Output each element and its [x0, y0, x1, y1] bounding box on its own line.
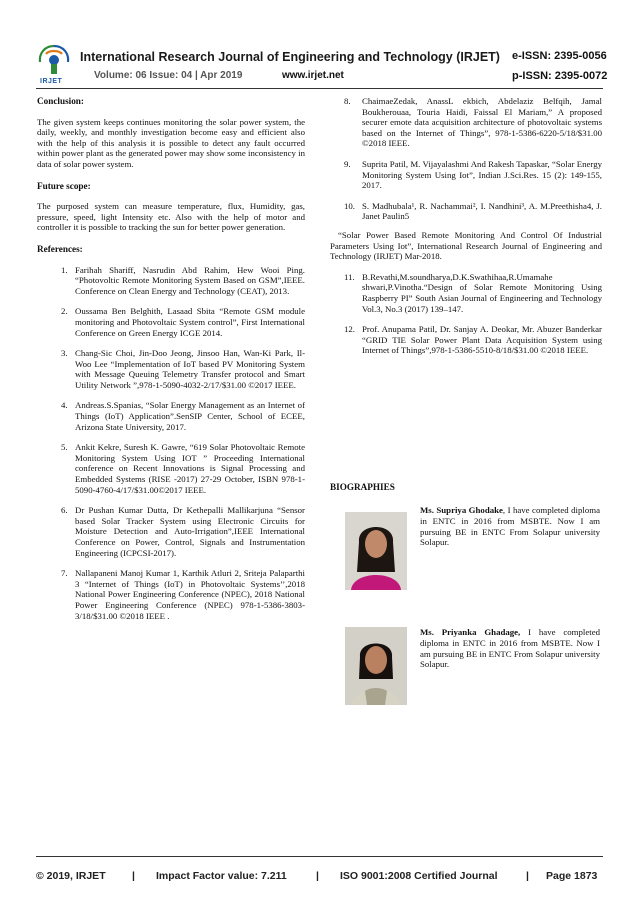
footer-divider [36, 856, 603, 857]
reference-item [61, 568, 305, 621]
reference-item [344, 324, 602, 356]
volume-issue: Volume: 06 Issue: 04 | Apr 2019 [94, 70, 243, 81]
page-header [0, 0, 638, 92]
reference-text: ChaimaeZedak, AnassL ekbich, Abdelaziz Belfqih, Jamal Boukherouaa, Touria Haidi, Faissal El Mariam,” A proposed securer emote data acquisition architecture of photovoltaic systems based on the Internet of Things”, 978-1-5386-6220-5/18/$31.00 ©2018 IEEE. [362, 96, 602, 149]
footer-impact-factor: Impact Factor value: 7.211 [156, 870, 287, 882]
footer-separator: | [526, 870, 529, 882]
author-photo-2 [345, 627, 407, 705]
reference-item [61, 306, 305, 338]
reference-text: Chang-Sic Choi, Jin-Doo Jeong, Jinsoo Han, Wan-Ki Park, Il-Woo Lee “Implementation of IoT based PV Monitoring System with Message Queuing Telemetry Transfer protocol and Smart Utility Network ”,978-1-5090-4032-2/17/$31.00 ©2017 IEEE. [75, 348, 305, 390]
reference-number: 6. [61, 505, 68, 516]
future-scope-text: The purposed system can measure temperature, flux, Humidity, gas, pressure, speed, light Intensity etc. Also with the help of motor and controller it is possible to tracking the sun for better power generation. [37, 201, 305, 233]
pissn: p-ISSN: 2395-0072 [512, 70, 608, 82]
person-photo-icon [345, 627, 407, 705]
journal-website[interactable]: www.irjet.net [282, 70, 344, 81]
irjet-logo-icon [34, 40, 74, 80]
reference-text: Farihah Shariff, Nasrudin Abd Rahim, Hew Wooi Ping. “Photovoltic Remote Monitoring System Based on GSM”,IEEE. Conference on Clean Energy and Technology (CEAT), 2013. [75, 264, 305, 296]
future-scope-heading: Future scope: [37, 180, 91, 191]
logo-text: IRJET [40, 78, 63, 85]
reference-10-continuation: “Solar Power Based Remote Monitoring And Control Of Industrial Parameters Using Iot”, International Research Journal of Engineering and Technology (IRJET) Mar-2018. [330, 229, 602, 262]
reference-number: 8. [344, 96, 351, 106]
author-photo-1 [345, 512, 407, 590]
reference-text: Dr Pushan Kumar Dutta, Dr Kethepalli Mallikarjuna “Sensor based Solar Tracker System using Electronic Circuits for Moisture Detection and Auto-Irrigation”,IEEE International Conference on Power, Control, Signals and Instrumentation Engineering (ICPCSI-2017). [75, 505, 305, 558]
footer-copyright: © 2019, IRJET [36, 870, 106, 882]
reference-item [61, 265, 305, 297]
header-divider [36, 88, 603, 89]
right-column [330, 96, 602, 356]
reference-item [344, 159, 602, 191]
reference-number: 9. [344, 158, 351, 169]
reference-text: B.Revathi,M.soundharya,D.K.Swathihaa,R.Umamahe shwari,P.Vinotha.“Design of Solar Remote Monitoring Using Raspberry PI” South Asian Journal of Engineering and Technology Vol.3, No.3 (2017) 139–147. [362, 271, 602, 314]
reference-number: 7. [61, 568, 68, 579]
reference-number: 11. [344, 271, 355, 282]
reference-text: Prof. Anupama Patil, Dr. Sanjay A. Deokar, Mr. Abuzer Banderkar “GRID TIE Solar Power Plant Data Acquisition System using Internet of Things”,978-1-5386-5510-8/18/$31.00 ©2018 IEEE. [362, 324, 602, 356]
bio-2 [420, 627, 600, 670]
bio-1 [420, 505, 600, 548]
reference-text: Ankit Kekre, Suresh K. Gawre, “619 Solar Photovoltaic Remote Monitoring System Using IOT ” Proceeding International conference on Recent Innovations is Signal Processing and Embedded Systems (RISE -2017) 27-29 October, ISBN 978-1-5090-4760-4/17/$31.00©2017 IEEE. [75, 442, 305, 495]
reference-number: 3. [61, 348, 68, 359]
bio-description: I have completed diploma in ENTC in 2016 from MSBTE. Now I am pursuing BE in ENTC From Solapur university Solapur. [420, 627, 600, 670]
reference-text: Oussama Ben Belghith, Lasaad Sbita “Remote GSM module monitoring and Photovoltaic System control”, First International Conference on Green Energy ICGE 2014. [75, 306, 305, 338]
reference-text: Nallapaneni Manoj Kumar 1, Karthik Atluri 2, Sriteja Palaparthi 3 “Internet of Things (IoT) in Photovoltaic Systems’’,2018 National Power Engineering Conference (NPEC), 2018 National Power Engineering Conference (NPEC) 978-1-5386-3803-3/18/$31.00 ©2018 IEEE . [75, 568, 305, 621]
reference-number: 1. [61, 264, 68, 275]
bio-description: , I have completed diploma in ENTC in 2016 from MSBTE. Now I am pursuing BE in ENTC From Solapur university Solapur. [420, 505, 600, 548]
footer-separator: | [132, 870, 135, 882]
reference-item [61, 442, 305, 495]
reference-item [61, 348, 305, 390]
biographies-heading: BIOGRAPHIES [330, 482, 395, 492]
reference-item [61, 400, 305, 432]
reference-number: 2. [61, 306, 68, 317]
bio-name: Ms. Priyanka Ghadage, [420, 627, 521, 637]
reference-number: 4. [61, 400, 68, 411]
reference-item [344, 201, 602, 222]
reference-text: Suprita Patil, M. Vijayalashmi And Rakesh Tapaskar, “Solar Energy Monitoring System Using Iot”, Indian J.Sci.Res. 15 (2): 149-155, 2017. [362, 158, 602, 191]
reference-text: Andreas.S.Spanias, “Solar Energy Management as an Internet of Things (IoT) Application”.SenSIP Center, School of ECEE, Arizona State University, 2017. [75, 400, 305, 432]
reference-list-right-2 [330, 272, 602, 356]
reference-item [344, 272, 602, 314]
reference-list-right [330, 96, 602, 222]
conclusion-heading: Conclusion: [37, 96, 84, 106]
reference-item [344, 96, 602, 149]
reference-text: S. Madhubala¹, R. Nachammai², I. Nandhini³, A. M.Preethisha4, J. Janet Paulin5 [362, 200, 602, 222]
person-photo-icon [345, 512, 407, 590]
footer-page-number: Page 1873 [546, 870, 598, 882]
reference-number: 12. [344, 324, 355, 335]
reference-list-left [37, 265, 305, 622]
bio-name: Ms. Supriya Ghodake [420, 505, 503, 515]
reference-item [61, 505, 305, 558]
left-column [37, 96, 305, 621]
footer-iso: ISO 9001:2008 Certified Journal [340, 870, 498, 882]
reference-number: 5. [61, 442, 68, 453]
journal-title: International Research Journal of Engineering and Technology (IRJET) [80, 50, 500, 64]
eissn: e-ISSN: 2395-0056 [512, 50, 607, 62]
references-heading: References: [37, 243, 83, 254]
conclusion-text: The given system keeps continues monitoring the solar power system, the daily, weekly, and monthly investigation become easy and efficient also with the help of this analysis it is possible to detect any fault occurred within power plant as the generated power may show some inconsistency in data of solar power system. [37, 116, 305, 169]
footer-separator: | [316, 870, 319, 882]
reference-number: 10. [344, 200, 355, 211]
